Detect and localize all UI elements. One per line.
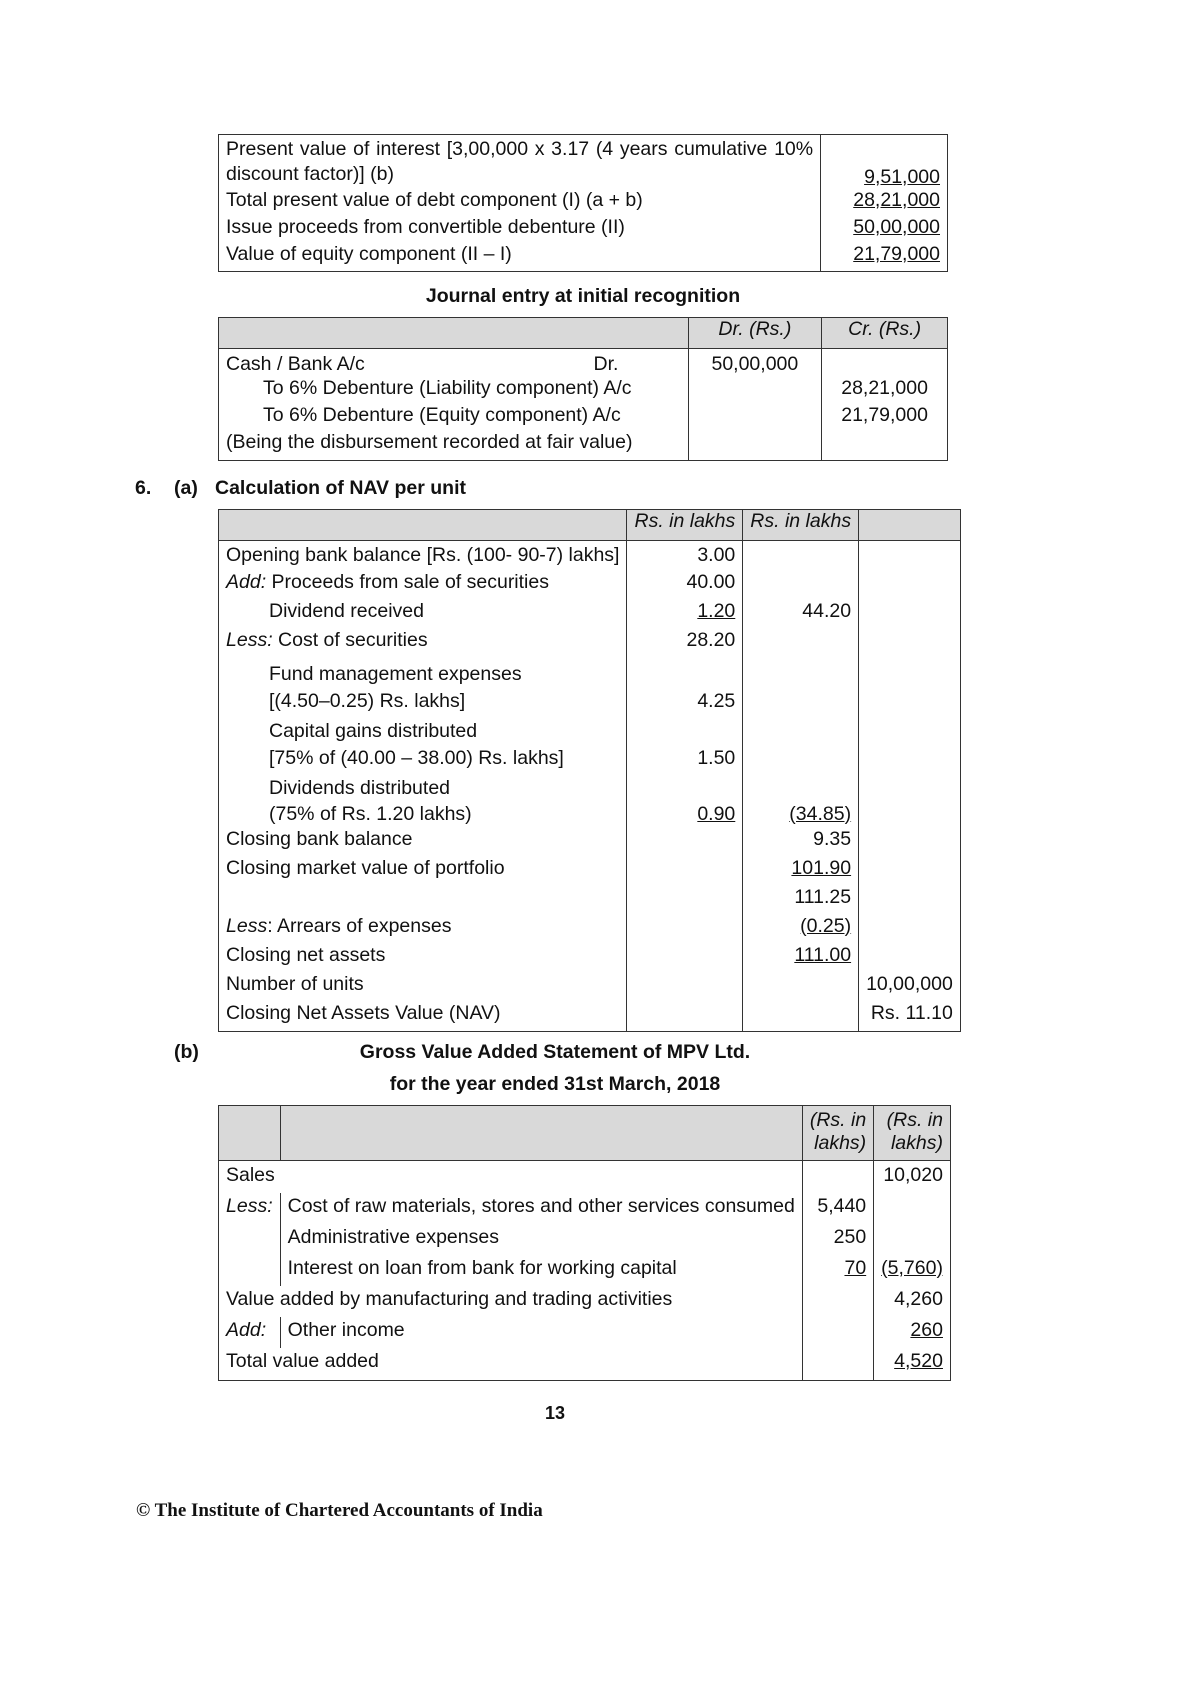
cash-bank-label: Cash / Bank A/c [226,353,365,375]
closing-net-assets-value: 111.00 [794,943,852,966]
journal-table [218,317,948,461]
arrears-label: : Arrears of expenses [267,914,452,937]
cost-raw-materials-value: 5,440 [802,1193,873,1224]
cost-securities-label: Cost of securities [272,628,428,651]
journal-dr-header: Dr. (Rs.) [688,318,822,349]
number-of-units-value: 10,00,000 [866,972,953,995]
dividend-received-label: Dividend received [219,600,627,629]
subtotal-value: 111.25 [743,886,859,915]
capital-gains-label: Capital gains distributed [269,719,478,742]
nav-table [218,509,961,1032]
debt-component-table [218,134,948,272]
closing-market-label: Closing market value of portfolio [219,857,627,886]
part-b-label: (b) [174,1041,199,1063]
cash-bank-amount: 50,00,000 [688,349,822,377]
total-value-added-value: 4,520 [894,1349,943,1372]
dividends-distributed-label: Dividends distributed [269,776,451,799]
journal-title: Journal entry at initial recognition [425,285,741,307]
question-number: 6. [135,477,152,499]
closing-bank-value: 9.35 [743,828,859,857]
outflows-total: (34.85) [789,802,852,825]
nav-col2-header: Rs. in lakhs [743,510,859,541]
opening-bank-label: Opening bank balance [Rs. (100- 90-7) lakhs] [219,541,627,571]
nav-title: Calculation of NAV per unit [215,477,466,499]
part-a-label: (a) [174,477,198,499]
gva-col2-header-line2: lakhs) [890,1132,943,1154]
dividends-distributed-label-detail: (75% of Rs. 1.20 lakhs) [269,802,472,825]
sales-label: Sales [219,1161,803,1193]
equity-component-journal-label: To 6% Debenture (Equity component) A/c [219,404,689,431]
dr-marker: Dr. [593,353,619,375]
value-added-mfg-label: Value added by manufacturing and trading activities [219,1286,803,1317]
sales-value: 10,020 [883,1164,943,1186]
dividends-distributed-value: 0.90 [697,802,736,825]
total-value-added-label: Total value added [219,1348,803,1381]
value-added-mfg-value: 4,260 [894,1287,943,1310]
add-prefix: Add: [226,570,267,593]
equity-component-value: 21,79,000 [853,243,940,266]
interest-loan-value: 70 [844,1256,867,1279]
fund-mgmt-label: Fund management expenses [269,662,522,685]
closing-nav-label: Closing Net Assets Value (NAV) [219,1002,627,1032]
proceeds-sale-label: Proceeds from sale of securities [266,570,549,593]
gva-add-label: Add: [226,1318,267,1341]
pv-interest-label-line1: Present value of interest [3,00,000 x 3.17 (4 years cumulative 10% [226,138,814,160]
closing-nav-value: Rs. 11.10 [870,1001,953,1024]
cost-raw-materials-label: Cost of raw materials, stores and other services consumed [280,1193,802,1224]
nav-col1-header: Rs. in lakhs [627,510,743,541]
number-of-units-label: Number of units [219,973,627,1002]
cost-securities-value: 28.20 [627,629,743,658]
gva-title: Gross Value Added Statement of MPV Ltd. [359,1041,751,1063]
deductions-total: (5,760) [881,1256,943,1279]
pv-interest-label-line2: discount factor)] (b) [226,163,394,185]
liability-component-label: To 6% Debenture (Liability component) A/c [219,377,689,404]
closing-market-value: 101.90 [791,856,852,879]
less-arrears-prefix: Less [226,914,268,937]
equity-component-label: Value of equity component (II – I) [219,243,821,271]
issue-proceeds-label: Issue proceeds from convertible debenture (II) [219,216,821,243]
admin-expenses-value: 250 [802,1224,873,1255]
total-pv-debt-value: 28,21,000 [853,188,940,211]
pv-interest-value: 9,51,000 [864,165,940,188]
footer-copyright: © The Institute of Chartered Accountants of India [136,1500,543,1521]
other-income-label: Other income [280,1317,802,1348]
less-prefix: Less: [226,628,273,651]
liability-component-amount: 28,21,000 [841,376,928,399]
gva-table [218,1105,951,1381]
page-number: 13 [544,1403,566,1423]
other-income-value: 260 [910,1318,943,1341]
gva-col1-header-line1: (Rs. in [809,1109,867,1131]
capital-gains-value: 1.50 [627,715,743,772]
issue-proceeds-value: 50,00,000 [853,216,940,239]
dividend-received-value: 1.20 [697,599,736,622]
fund-mgmt-label-detail: [(4.50–0.25) Rs. lakhs] [269,689,466,712]
inflows-total: 44.20 [743,600,859,629]
admin-expenses-label: Administrative expenses [280,1224,802,1255]
gva-col1-header-line2: lakhs) [814,1132,867,1154]
interest-loan-label: Interest on loan from bank for working capital [280,1255,802,1286]
opening-bank-value: 3.00 [627,541,743,571]
capital-gains-label-detail: [75% of (40.00 – 38.00) Rs. lakhs] [269,746,564,769]
narration: (Being the disbursement recorded at fair value) [219,431,689,461]
journal-cr-header: Cr. (Rs.) [848,318,922,340]
fund-mgmt-value: 4.25 [627,658,743,715]
closing-net-assets-label: Closing net assets [219,944,627,973]
equity-component-amount: 21,79,000 [841,403,928,426]
total-pv-debt-label: Total present value of debt component (I) (a + b) [219,189,821,216]
gva-col2-header-line1: (Rs. in [886,1109,943,1131]
closing-bank-label: Closing bank balance [219,828,627,857]
gva-subtitle: for the year ended 31st March, 2018 [389,1073,721,1095]
proceeds-sale-value: 40.00 [627,571,743,600]
gva-less-label: Less: [226,1194,273,1217]
arrears-value: (0.25) [800,914,852,937]
